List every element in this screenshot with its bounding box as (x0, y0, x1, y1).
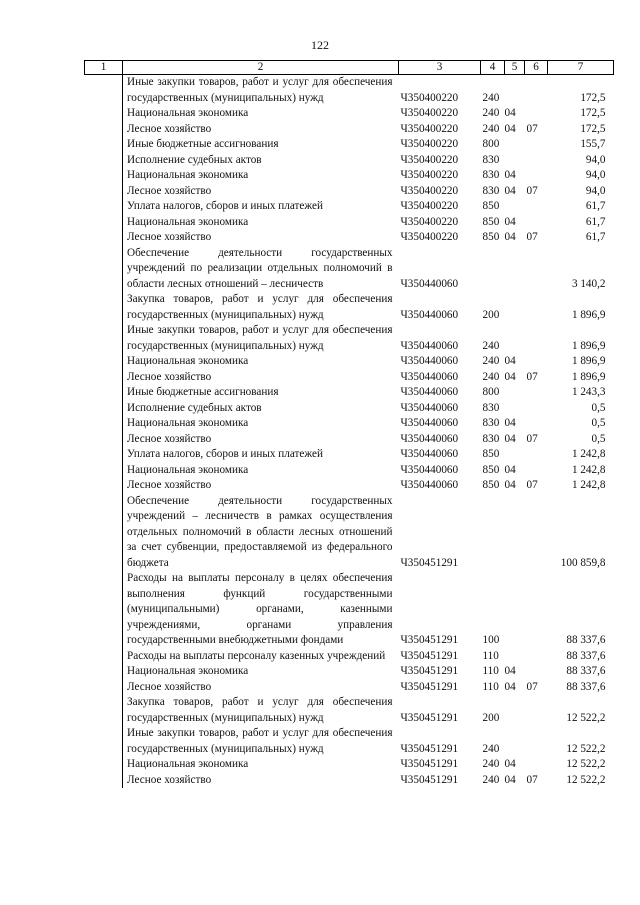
table-row (85, 385, 614, 401)
table-row (85, 230, 614, 246)
table-row (85, 416, 614, 432)
table-row (85, 571, 614, 649)
row-amount: 94,0 (585, 169, 606, 181)
row-section (505, 695, 525, 726)
row-target-code: Ч350451291 (400, 680, 459, 693)
row-number-cell (85, 757, 123, 773)
row-target-code: Ч350440060 (400, 479, 459, 491)
row-amount: 12 522,2 (566, 758, 606, 770)
row-section (505, 137, 525, 153)
row-name: Исполнение судебных актов (127, 401, 262, 414)
table-row (85, 199, 614, 215)
row-number-cell (85, 571, 123, 649)
row-amount: 1 896,9 (571, 339, 606, 352)
row-number-cell (85, 726, 123, 757)
row-section: 04 (504, 665, 516, 677)
row-number-cell (85, 463, 123, 479)
table-row (85, 432, 614, 448)
table-row (85, 323, 614, 354)
table-row (85, 75, 614, 107)
row-expense-type: 850 (482, 200, 500, 212)
row-expense-type: 830 (482, 169, 500, 181)
row-amount: 88 337,6 (566, 680, 606, 693)
row-name: Национальная экономика (127, 107, 249, 119)
row-section (505, 571, 525, 649)
table-row (85, 463, 614, 479)
row-amount: 61,7 (585, 231, 606, 243)
row-name: Национальная экономика (127, 215, 249, 228)
row-section: 04 (504, 680, 516, 693)
table-row (85, 106, 614, 122)
row-number-cell (85, 106, 123, 122)
row-subsection (525, 757, 548, 773)
row-subsection (525, 75, 548, 107)
row-name: Лесное хозяйство (127, 680, 212, 693)
row-target-code: Ч350451291 (400, 742, 459, 755)
table-row (85, 168, 614, 184)
row-name: Закупка товаров, работ и услуг для обеспечения государственных (муниципальных) нужд (127, 293, 393, 321)
row-section (505, 199, 525, 215)
row-amount: 88 337,6 (566, 665, 606, 677)
row-amount: 1 242,8 (571, 463, 606, 476)
row-number-cell (85, 75, 123, 107)
column-header-1: 1 (85, 61, 123, 75)
row-section (505, 494, 525, 572)
row-expense-type: 240 (482, 773, 500, 786)
row-section (505, 246, 525, 293)
row-name: Уплата налогов, сборов и иных платежей (127, 448, 323, 460)
table-row (85, 695, 614, 726)
row-section: 04 (504, 463, 516, 476)
table-row (85, 757, 614, 773)
row-number-cell (85, 153, 123, 169)
column-header-7: 7 (548, 61, 614, 75)
row-subsection (525, 246, 548, 293)
table-body (85, 75, 614, 789)
row-section: 04 (504, 432, 516, 445)
table-row (85, 726, 614, 757)
row-expense-type: 830 (482, 417, 500, 429)
row-number-cell (85, 695, 123, 726)
row-name: Иные бюджетные ассигнования (127, 138, 279, 150)
row-expense-type: 830 (482, 153, 500, 166)
row-amount: 1 896,9 (571, 370, 606, 383)
row-name: Национальная экономика (127, 355, 249, 367)
row-section: 04 (504, 169, 516, 181)
row-subsection (525, 153, 548, 169)
row-number-cell (85, 649, 123, 665)
table-row (85, 122, 614, 138)
row-section: 04 (504, 184, 516, 197)
row-target-code: Ч350400220 (400, 153, 459, 166)
row-expense-type: 110 (482, 665, 499, 677)
table-row (85, 649, 614, 665)
row-section: 04 (504, 758, 516, 770)
row-target-code: Ч350440060 (400, 277, 459, 290)
row-number-cell (85, 230, 123, 246)
row-name: Иные закупки товаров, работ и услуг для обеспечения государственных (муниципальных) нужд (127, 76, 393, 104)
row-name: Иные закупки товаров, работ и услуг для обеспечения государственных (муниципальных) нужд (127, 324, 393, 352)
row-target-code: Ч350400220 (400, 138, 459, 150)
row-expense-type: 240 (482, 122, 500, 135)
row-section (505, 323, 525, 354)
row-number-cell (85, 447, 123, 463)
page-number: 122 (311, 38, 329, 52)
row-name: Закупка товаров, работ и услуг для обеспечения государственных (муниципальных) нужд (127, 696, 393, 724)
row-amount: 1 896,9 (571, 355, 606, 367)
row-expense-type: 850 (482, 479, 500, 491)
row-expense-type: 200 (482, 308, 500, 321)
column-header-5: 5 (505, 61, 525, 75)
row-number-cell (85, 122, 123, 138)
table-row (85, 292, 614, 323)
row-section: 04 (504, 370, 516, 383)
row-subsection (525, 695, 548, 726)
row-subsection: 07 (526, 680, 538, 693)
row-subsection: 07 (526, 432, 538, 445)
table-row (85, 370, 614, 386)
row-target-code: Ч350440060 (400, 432, 459, 445)
row-section: 04 (504, 479, 516, 491)
column-header-3: 3 (399, 61, 481, 75)
row-section: 04 (504, 107, 516, 119)
row-subsection (525, 137, 548, 153)
row-amount: 0,5 (591, 432, 606, 445)
row-section (505, 447, 525, 463)
table-row (85, 354, 614, 370)
row-subsection: 07 (526, 773, 538, 786)
row-subsection: 07 (526, 231, 538, 243)
row-expense-type: 240 (482, 742, 500, 755)
row-amount: 1 243,3 (571, 386, 606, 398)
row-number-cell (85, 494, 123, 572)
row-subsection (525, 664, 548, 680)
row-section (505, 292, 525, 323)
row-section: 04 (504, 417, 516, 429)
row-target-code: Ч350451291 (400, 634, 459, 646)
row-target-code: Ч350440060 (400, 448, 459, 460)
row-section (505, 401, 525, 417)
row-subsection: 07 (526, 122, 538, 135)
row-amount: 61,7 (585, 215, 606, 228)
row-expense-type: 240 (482, 370, 500, 383)
row-number-cell (85, 401, 123, 417)
row-subsection (525, 649, 548, 665)
row-name: Уплата налогов, сборов и иных платежей (127, 200, 323, 212)
row-number-cell (85, 416, 123, 432)
row-subsection (525, 385, 548, 401)
table-row (85, 680, 614, 696)
row-subsection: 07 (526, 184, 538, 197)
row-target-code: Ч350440060 (400, 355, 459, 367)
table-row (85, 153, 614, 169)
row-number-cell (85, 370, 123, 386)
row-target-code: Ч350440060 (400, 417, 459, 429)
table-row (85, 215, 614, 231)
row-target-code: Ч350400220 (400, 184, 459, 197)
row-number-cell (85, 199, 123, 215)
row-name: Лесное хозяйство (127, 231, 212, 243)
column-header-4: 4 (481, 61, 505, 75)
table-row (85, 137, 614, 153)
row-subsection: 07 (526, 479, 538, 491)
row-amount: 155,7 (580, 138, 606, 150)
column-header-2: 2 (123, 61, 399, 75)
row-expense-type: 240 (482, 91, 500, 104)
row-section (505, 153, 525, 169)
row-name: Национальная экономика (127, 758, 249, 770)
table-row (85, 447, 614, 463)
row-section: 04 (504, 231, 516, 243)
row-amount: 172,5 (580, 107, 606, 119)
row-subsection (525, 215, 548, 231)
row-subsection (525, 416, 548, 432)
row-target-code: Ч350400220 (400, 107, 459, 119)
row-subsection (525, 726, 548, 757)
row-name: Лесное хозяйство (127, 122, 212, 135)
row-subsection (525, 401, 548, 417)
row-target-code: Ч350451291 (400, 665, 459, 677)
row-name: Иные бюджетные ассигнования (127, 386, 279, 398)
row-amount: 100 859,8 (560, 556, 606, 569)
row-section: 04 (504, 355, 516, 367)
row-subsection (525, 494, 548, 572)
row-number-cell (85, 168, 123, 184)
row-expense-type: 110 (482, 680, 499, 693)
row-number-cell (85, 385, 123, 401)
row-target-code: Ч350451291 (400, 773, 459, 786)
row-subsection (525, 463, 548, 479)
row-name: Лесное хозяйство (127, 479, 212, 491)
row-section: 04 (504, 215, 516, 228)
row-target-code: Ч350440060 (400, 463, 459, 476)
table-row (85, 184, 614, 200)
row-name: Расходы на выплаты персоналу в целях обеспечения выполнения функций государственными (муниципальными) органами, казенными учреждениями, органами управления государственными внебюджетными фондами (127, 572, 393, 646)
row-number-cell (85, 323, 123, 354)
table-header (85, 61, 614, 75)
row-expense-type: 850 (482, 215, 500, 228)
row-subsection (525, 447, 548, 463)
row-section (505, 75, 525, 107)
row-subsection (525, 199, 548, 215)
row-expense-type: 240 (482, 339, 500, 352)
row-amount: 88 337,6 (566, 634, 606, 646)
row-expense-type: 240 (482, 758, 500, 770)
row-subsection (525, 292, 548, 323)
row-subsection (525, 106, 548, 122)
row-number-cell (85, 773, 123, 789)
row-target-code: Ч350440060 (400, 370, 459, 383)
row-amount: 172,5 (580, 91, 606, 104)
row-target-code: Ч350440060 (400, 401, 459, 414)
row-name: Обеспечение деятельности государственных учреждений по реализации отдельных полномочий в области лесных отношений – лесничеств (127, 246, 393, 290)
row-expense-type: 240 (482, 355, 500, 367)
table-row (85, 478, 614, 494)
column-header-6: 6 (525, 61, 548, 75)
row-number-cell (85, 246, 123, 293)
row-amount: 172,5 (580, 122, 606, 135)
row-amount: 1 242,8 (571, 448, 606, 460)
row-name: Исполнение судебных актов (127, 153, 262, 166)
row-name: Лесное хозяйство (127, 370, 212, 383)
row-expense-type: 800 (482, 138, 500, 150)
row-subsection (525, 168, 548, 184)
table-row (85, 773, 614, 789)
row-target-code: Ч350451291 (400, 711, 459, 724)
row-expense-type: 240 (482, 107, 500, 119)
row-number-cell (85, 478, 123, 494)
row-expense-type (481, 494, 505, 572)
row-number-cell (85, 184, 123, 200)
row-amount: 1 896,9 (571, 308, 606, 321)
row-amount: 61,7 (585, 200, 606, 212)
row-expense-type: 100 (482, 634, 500, 646)
row-number-cell (85, 664, 123, 680)
row-target-code: Ч350451291 (400, 758, 459, 770)
row-amount: 1 242,8 (571, 479, 606, 491)
row-expense-type: 110 (482, 649, 499, 662)
row-section (505, 649, 525, 665)
row-expense-type (481, 246, 505, 293)
row-amount: 94,0 (585, 184, 606, 197)
row-section: 04 (504, 773, 516, 786)
row-name: Лесное хозяйство (127, 184, 212, 197)
row-name: Лесное хозяйство (127, 773, 212, 786)
row-number-cell (85, 680, 123, 696)
row-name: Национальная экономика (127, 169, 249, 181)
row-subsection: 07 (526, 370, 538, 383)
row-target-code: Ч350400220 (400, 231, 459, 243)
row-amount: 88 337,6 (566, 649, 606, 662)
row-number-cell (85, 137, 123, 153)
table-row (85, 664, 614, 680)
row-name: Расходы на выплаты персоналу казенных учреждений (127, 649, 386, 662)
table-row (85, 246, 614, 293)
row-number-cell (85, 215, 123, 231)
row-target-code: Ч350440060 (400, 386, 459, 398)
row-target-code: Ч350440060 (400, 308, 459, 321)
row-name: Лесное хозяйство (127, 432, 212, 445)
row-name: Обеспечение деятельности государственных учреждений – лесничеств в рамках осуществления отдельных полномочий в области лесных отношений за счет субвенции, предоставляемой из федерального бюджета (127, 494, 393, 569)
row-name: Национальная экономика (127, 417, 249, 429)
row-section (505, 726, 525, 757)
table-row (85, 494, 614, 572)
row-subsection (525, 571, 548, 649)
row-expense-type: 830 (482, 432, 500, 445)
row-target-code: Ч350400220 (400, 200, 459, 212)
row-target-code: Ч350400220 (400, 215, 459, 228)
row-expense-type: 830 (482, 184, 500, 197)
row-expense-type: 830 (482, 401, 500, 414)
row-amount: 0,5 (591, 401, 606, 414)
row-name: Национальная экономика (127, 665, 249, 677)
row-number-cell (85, 354, 123, 370)
row-target-code: Ч350400220 (400, 169, 459, 181)
row-amount: 0,5 (591, 417, 606, 429)
row-name: Иные закупки товаров, работ и услуг для обеспечения государственных (муниципальных) нужд (127, 727, 393, 755)
row-amount: 3 140,2 (571, 277, 606, 290)
row-number-cell (85, 432, 123, 448)
row-amount: 12 522,2 (566, 711, 606, 724)
row-section (505, 385, 525, 401)
row-amount: 94,0 (585, 153, 606, 166)
row-section: 04 (504, 122, 516, 135)
row-target-code: Ч350451291 (400, 649, 459, 662)
row-subsection (525, 323, 548, 354)
row-amount: 12 522,2 (566, 773, 606, 786)
budget-table (84, 60, 614, 788)
row-expense-type: 800 (482, 386, 500, 398)
row-number-cell (85, 292, 123, 323)
row-expense-type: 850 (482, 448, 500, 460)
row-expense-type: 200 (482, 711, 500, 724)
row-target-code: Ч350400220 (400, 122, 459, 135)
row-target-code: Ч350440060 (400, 339, 459, 352)
row-name: Национальная экономика (127, 463, 249, 476)
row-target-code: Ч350451291 (400, 556, 459, 569)
row-amount: 12 522,2 (566, 742, 606, 755)
table-row (85, 401, 614, 417)
row-expense-type: 850 (482, 231, 500, 243)
row-target-code: Ч350400220 (400, 91, 459, 104)
row-expense-type: 850 (482, 463, 500, 476)
header-row (85, 61, 614, 75)
row-subsection (525, 354, 548, 370)
